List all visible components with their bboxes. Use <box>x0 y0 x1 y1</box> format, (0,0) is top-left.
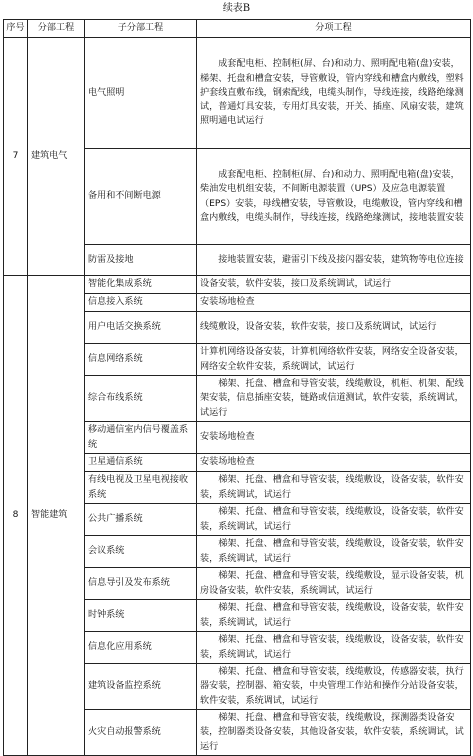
items-cell: 计算机网络设备安装，计算机网络软件安装，网络安全设备安装，网络安全软件安装，系统调试，试运行 <box>197 344 471 376</box>
seq-cell: 7 <box>4 38 28 276</box>
subdivision-cell: 防雷及接地 <box>85 245 197 276</box>
subdivision-cell: 备用和不间断电源 <box>85 149 197 245</box>
subdivision-cell: 用户电话交换系统 <box>85 312 197 344</box>
header-seq: 序号 <box>4 20 28 38</box>
items-cell: 成套配电柜、控制柜(屏、台)和动力、照明配电箱(盘)安装，柴油发电机组安装，不间断电源装置（UPS）及应急电源装置（EPS）安装，母线槽安装，导管敷设，电缆敷设，管内穿线和槽盒内敷线，电缆头制作，导线连接，线路绝缘测试，接地装置安装 <box>197 149 471 245</box>
items-cell: 安装场地检查 <box>197 454 471 472</box>
items-cell: 成套配电柜、控制柜(屏、台)和动力、照明配电箱(盘)安装，梯架、托盘和槽盒安装，导管敷设，管内穿线和槽盒内敷线，塑料护套线直敷布线，钢索配线，电缆头制作，导线连接，线路绝缘测试，普通灯具安装，专用灯具安装，开关、插座、风扇安装，建筑照明通电试运行 <box>197 38 471 149</box>
table-row <box>4 38 471 149</box>
items-cell: 梯架、托盘、槽盒和导管安装，线缆敷设，显示设备安装，机房设备安装，软件安装，系统调试，试运行 <box>197 568 471 600</box>
construction-divisions-table <box>3 19 471 756</box>
items-cell: 接地装置安装，避雷引下线及接闪器安装，建筑物等电位连接 <box>197 245 471 276</box>
items-cell: 梯架、托盘、槽盒和导管安装，线缆敷设，设备安装，软件安装，系统调试，试运行 <box>197 600 471 632</box>
seq-cell: 8 <box>4 276 28 756</box>
subdivision-cell: 卫星通信系统 <box>85 454 197 472</box>
table-row <box>4 276 471 294</box>
subdivision-cell: 信息导引及发布系统 <box>85 568 197 600</box>
items-cell: 设备安装，软件安装，接口及系统调试，试运行 <box>197 276 471 294</box>
subdivision-cell: 信息网络系统 <box>85 344 197 376</box>
subdivision-cell: 会议系统 <box>85 536 197 568</box>
items-cell: 梯架、托盘、槽盒和导管安装，线缆敷设，设备安装，软件安装，系统调试，试运行 <box>197 536 471 568</box>
items-cell: 安装场地检查 <box>197 294 471 312</box>
subdivision-cell: 公共广播系统 <box>85 504 197 536</box>
subdivision-cell: 有线电视及卫星电视接收系统 <box>85 472 197 504</box>
subdivision-cell: 综合布线系统 <box>85 376 197 422</box>
items-cell: 梯架、托盘、槽盒和导管安装，线缆敷设，设备安装，软件安装，系统调试，试运行 <box>197 632 471 664</box>
division-cell: 智能建筑 <box>28 276 85 756</box>
items-cell: 梯架、托盘、槽盒和导管安装，线缆敷设，机柜、机架、配线架安装，信息插座安装，链路或信道测试，软件安装，系统调试，试运行 <box>197 376 471 422</box>
items-cell: 梯架、托盘、槽盒和导管安装，线缆敷设，传感器安装，执行器安装，控制器、箱安装，中央管理工作站和操作分站设备安装，软件安装，系统调试，试运行 <box>197 664 471 710</box>
table-caption: 续表B <box>222 3 251 14</box>
subdivision-cell: 火灾自动报警系统 <box>85 710 197 756</box>
division-cell: 建筑电气 <box>28 38 85 276</box>
subdivision-cell: 时钟系统 <box>85 600 197 632</box>
items-cell: 梯架、托盘、槽盒和导管安装，线缆敷设，设备安装，软件安装，系统调试，试运行 <box>197 504 471 536</box>
subdivision-cell: 移动通信室内信号覆盖系统 <box>85 422 197 454</box>
items-cell: 梯架、托盘、槽盒和导管安装，线缆敷设，设备安装，软件安装，系统调试，试运行 <box>197 472 471 504</box>
subdivision-cell: 信息化应用系统 <box>85 632 197 664</box>
header-division: 分部工程 <box>28 20 85 38</box>
items-cell: 梯架、托盘、槽盒和导管安装，线缆敷设，探测器类设备安装，控制器类设备安装，其他设备安装，软件安装，系统调试，试运行 <box>197 710 471 756</box>
header-subdivision: 子分部工程 <box>85 20 197 38</box>
subdivision-cell: 建筑设备监控系统 <box>85 664 197 710</box>
header-row <box>4 20 471 38</box>
header-items: 分项工程 <box>197 20 471 38</box>
subdivision-cell: 信息接入系统 <box>85 294 197 312</box>
items-cell: 线缆敷设，设备安装，软件安装，接口及系统调试，试运行 <box>197 312 471 344</box>
items-cell: 安装场地检查 <box>197 422 471 454</box>
subdivision-cell: 电气照明 <box>85 38 197 149</box>
subdivision-cell: 智能化集成系统 <box>85 276 197 294</box>
